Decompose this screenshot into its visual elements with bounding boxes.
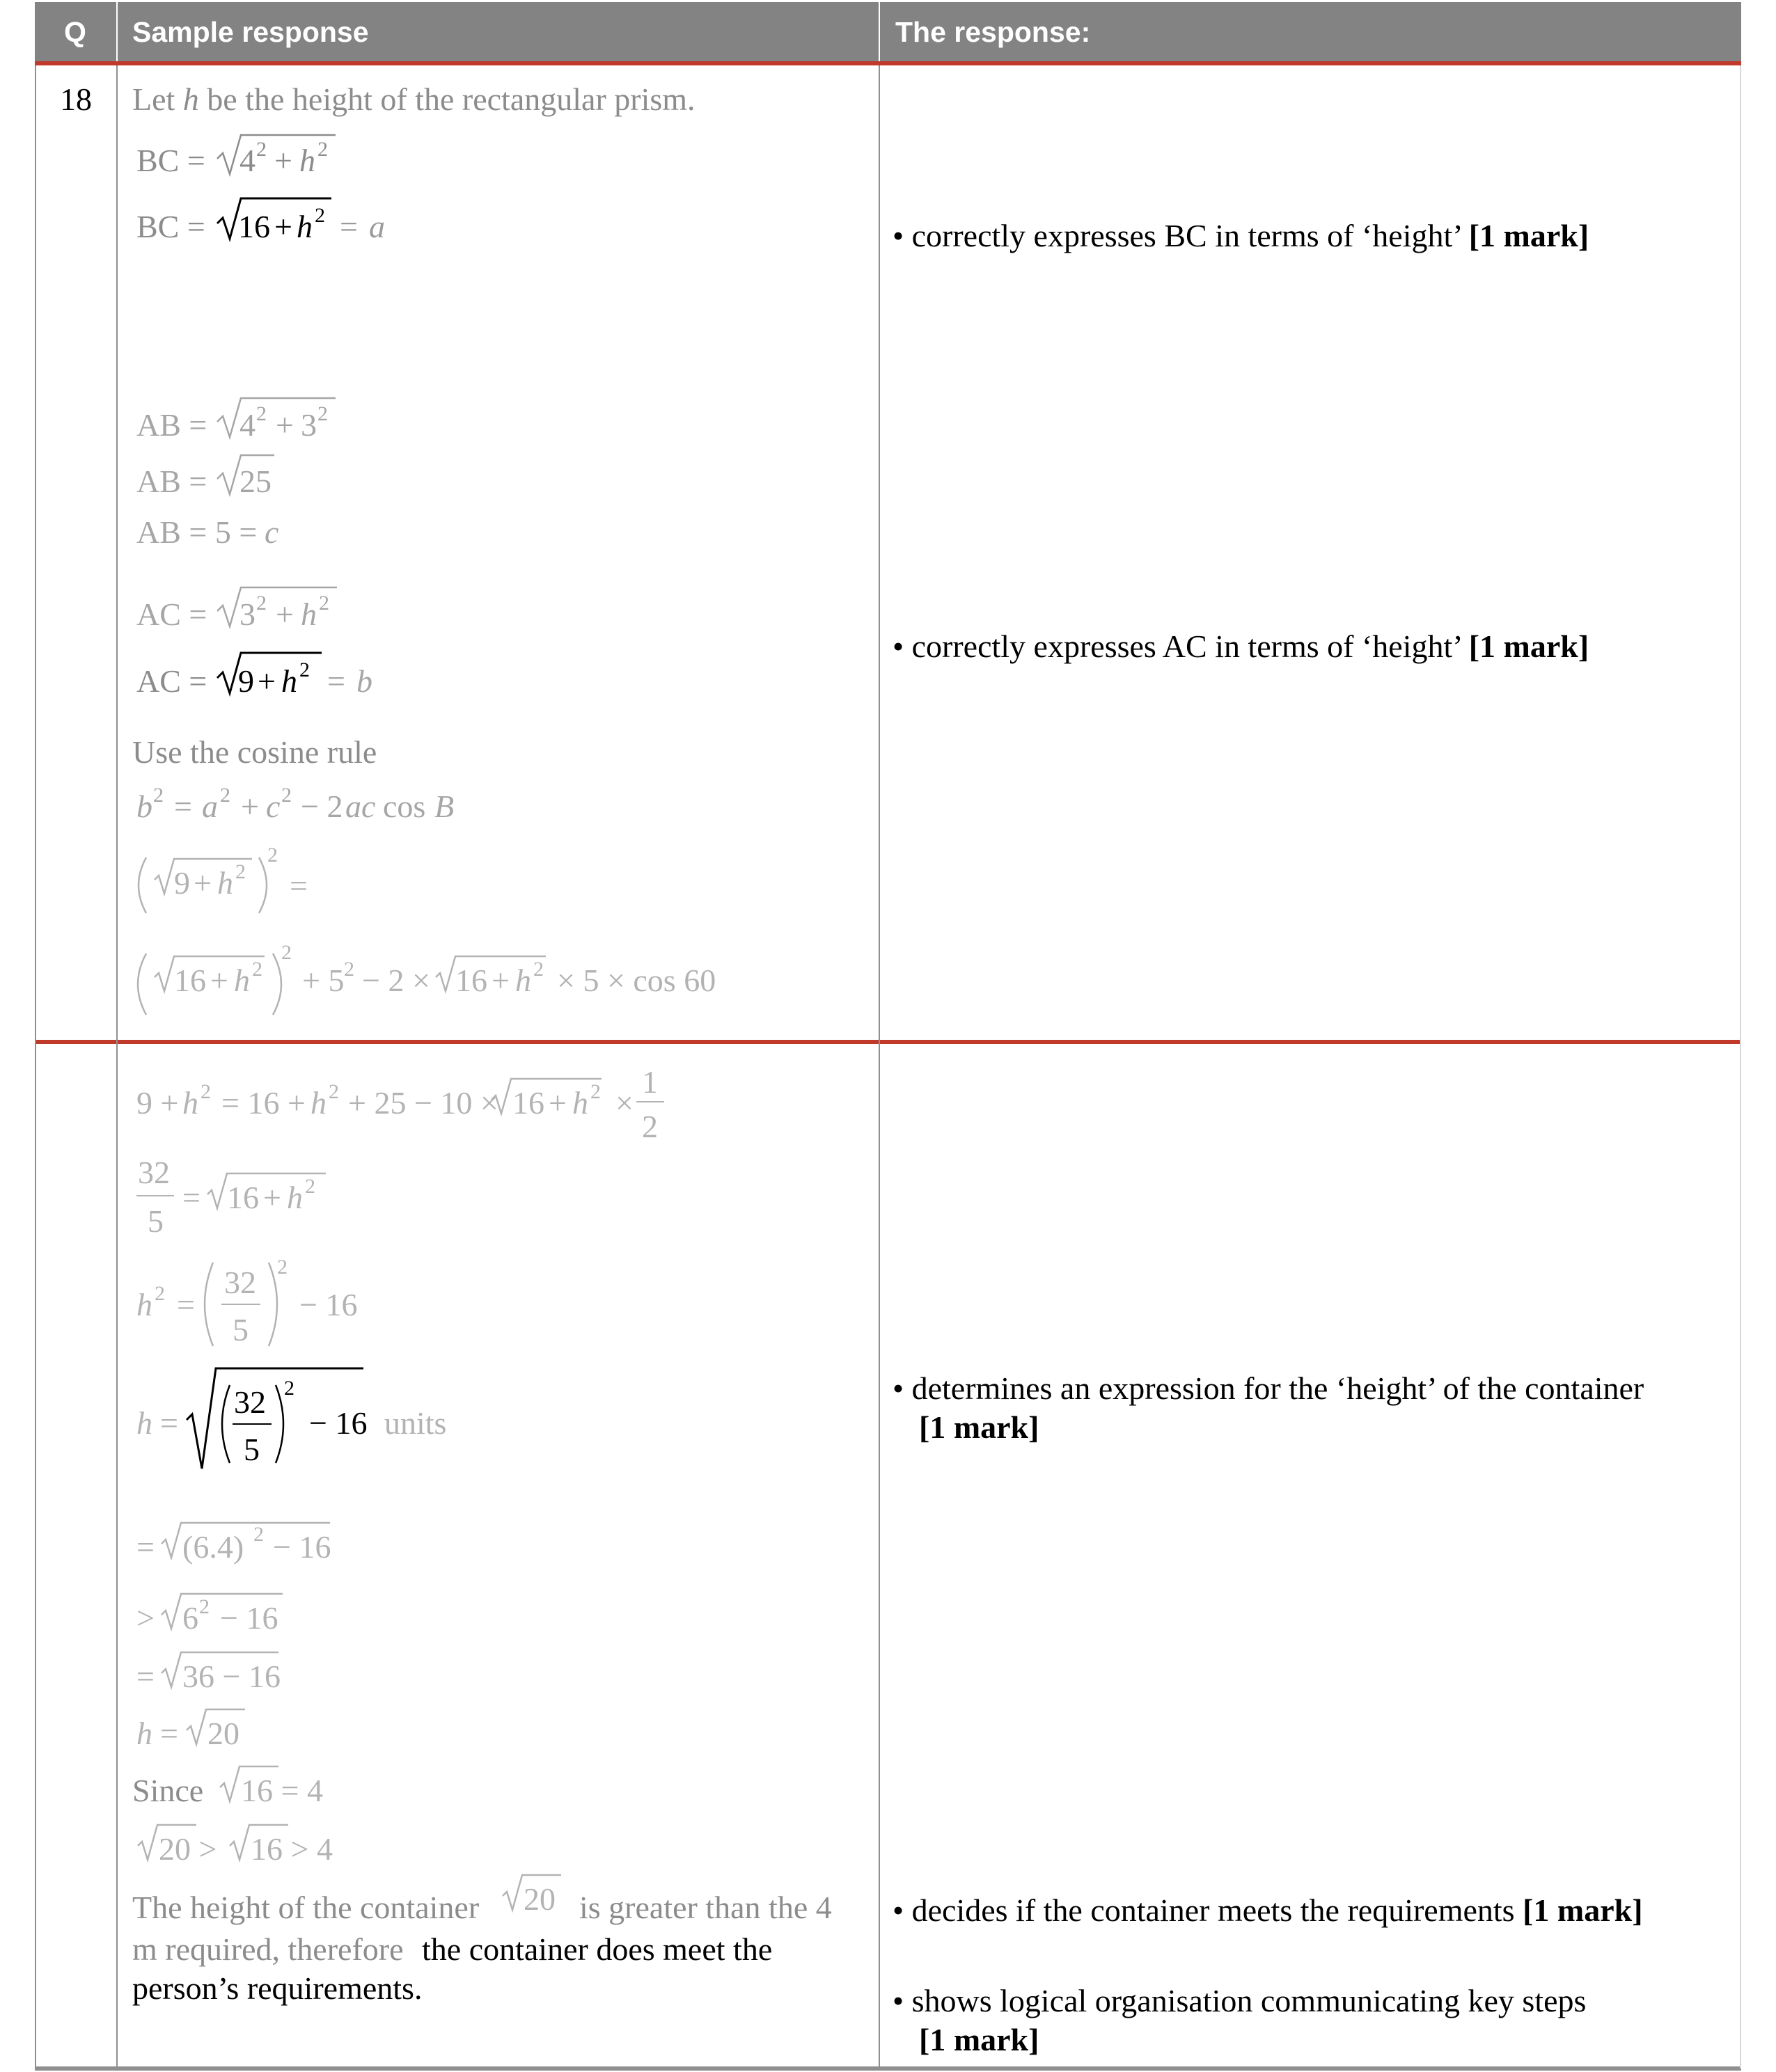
svg-text:32: 32 [234,1384,266,1420]
svg-text:2: 2 [281,941,292,964]
svg-text:− 16: − 16 [273,1529,331,1565]
svg-text:2: 2 [267,844,278,867]
svg-text:>: > [136,1600,155,1636]
svg-text:16 = 4: 16 = 4 [241,1773,323,1808]
svg-text:+: + [276,596,294,632]
svg-text:− 16: − 16 [220,1600,278,1636]
svg-text:2: 2 [317,138,328,161]
criterion-ac: • correctly expresses AC in terms of ‘height’ [1 mark] [893,628,1589,664]
svg-text:2: 2 [256,402,267,425]
svg-text:a: a [202,789,218,824]
svg-text:2: 2 [256,592,267,615]
svg-text:ac: ac [345,789,376,824]
svg-text:20 >: 20 > [159,1831,217,1867]
svg-text:=: = [136,1529,155,1565]
svg-text:− 2: − 2 [301,789,343,824]
svg-text:AB = 5 =: AB = 5 = [136,514,258,550]
svg-text:cos: cos [383,789,426,824]
svg-text:32: 32 [224,1265,256,1300]
header-q: Q [64,16,86,48]
svg-text:5: 5 [244,1432,260,1467]
conclusion-line-1a: The height of the container [132,1890,480,1925]
svg-text:h: h [287,1180,303,1215]
svg-text:b: b [356,663,372,699]
working-intro: Let h be the height of the rectangular prism. [132,81,696,117]
svg-text:+ 5: + 5 [302,963,345,998]
criterion-decision: • decides if the container meets the requirements [1 mark] [893,1892,1643,1928]
svg-text:4: 4 [239,407,256,443]
svg-text:2: 2 [642,1109,658,1144]
svg-text:2: 2 [329,1080,339,1103]
svg-text:2: 2 [305,1175,315,1198]
header-the-response: The response: [895,16,1091,48]
svg-text:16: 16 [455,963,487,998]
svg-text:=: = [290,868,308,903]
svg-text:1: 1 [642,1064,658,1100]
svg-text:AC =: AC = [136,596,207,632]
svg-text:BC =: BC = [136,143,205,178]
svg-text:+: + [549,1085,567,1121]
svg-text:=: = [160,1405,178,1441]
svg-text:− 2 ×: − 2 × [362,963,430,998]
svg-text:2: 2 [590,1080,601,1103]
svg-text:2: 2 [220,784,230,807]
svg-text:h: h [136,1716,152,1751]
svg-text:16: 16 [174,963,206,998]
svg-text:(6.4): (6.4) [182,1529,244,1565]
criterion-organisation: • shows logical organisation communicating key steps [893,1983,1587,2018]
svg-text:2: 2 [155,1282,165,1305]
svg-text:2: 2 [533,958,544,981]
svg-text:× 5 × cos 60: × 5 × cos 60 [557,963,716,998]
svg-text:=: = [182,1180,201,1215]
svg-text:+: + [263,1180,281,1215]
svg-text:16: 16 [512,1085,544,1121]
svg-text:25: 25 [239,464,272,499]
svg-text:2: 2 [256,138,267,161]
svg-text:16: 16 [238,209,270,244]
svg-text:2: 2 [153,784,164,807]
svg-text:h: h [297,209,313,244]
svg-text:B: B [434,789,455,824]
svg-text:+: + [210,963,228,998]
svg-text:2: 2 [284,1377,294,1400]
svg-text:×: × [615,1085,634,1121]
svg-text:+ 25 − 10 ×: + 25 − 10 × [348,1085,498,1121]
svg-text:c: c [265,514,279,550]
svg-text:+: + [241,789,259,824]
svg-text:20: 20 [524,1881,556,1917]
svg-text:+: + [274,209,292,244]
svg-text:5: 5 [148,1203,164,1239]
svg-text:h: h [136,1287,152,1322]
svg-text:+: + [276,407,294,443]
svg-text:=: = [327,663,345,699]
conclusion-line-2a: m required, therefore [132,1931,404,1967]
svg-text:6: 6 [182,1600,198,1636]
svg-text:2: 2 [319,592,329,615]
conclusion-line-3: person’s requirements. [132,1970,423,2006]
svg-text:Since: Since [132,1773,204,1808]
svg-text:2: 2 [253,1523,264,1546]
svg-text:2: 2 [317,402,328,425]
svg-text:− 16: − 16 [299,1287,358,1322]
svg-text:16 > 4: 16 > 4 [251,1831,333,1867]
svg-text:h: h [136,1405,152,1441]
criterion-height-expression-mark: [1 mark] [919,1409,1039,1445]
svg-text:2: 2 [252,958,262,981]
svg-text:=: = [174,789,192,824]
svg-text:units: units [384,1405,447,1441]
criterion-height-expression: • determines an expression for the ‘height’ of the container [893,1370,1644,1406]
svg-text:=: = [160,1716,178,1751]
svg-text:9: 9 [174,865,190,901]
svg-text:4: 4 [239,143,256,178]
svg-text:=: = [177,1287,195,1322]
svg-text:2: 2 [201,1080,211,1103]
svg-text:h: h [299,143,315,178]
svg-text:b: b [136,789,152,824]
svg-text:Use the cosine rule: Use the cosine rule [132,734,377,770]
svg-text:=: = [340,209,358,244]
svg-text:2: 2 [281,784,292,807]
svg-text:h: h [572,1085,588,1121]
svg-text:c: c [266,789,281,824]
svg-text:2: 2 [235,860,246,883]
svg-text:20: 20 [207,1716,239,1751]
criterion-organisation-mark: [1 mark] [919,2022,1039,2057]
svg-text:h: h [281,663,297,699]
svg-text:h: h [311,1085,327,1121]
svg-text:= 16 +: = 16 + [221,1085,306,1121]
svg-text:2: 2 [315,204,325,227]
svg-text:3: 3 [239,596,256,632]
svg-text:BC =: BC = [136,209,205,244]
svg-text:AC =: AC = [136,663,207,699]
svg-text:− 16: − 16 [309,1405,368,1441]
svg-text:+: + [194,865,212,901]
svg-text:h: h [217,865,233,901]
svg-text:9: 9 [238,663,254,699]
svg-text:+: + [258,663,276,699]
svg-text:h: h [182,1085,198,1121]
conclusion-line-2b: the container does meet the [422,1931,773,1967]
svg-text:9 +: 9 + [136,1085,179,1121]
svg-text:36 − 16: 36 − 16 [182,1659,281,1694]
svg-text:a: a [369,209,385,244]
svg-text:2: 2 [199,1595,210,1618]
header-sample-response: Sample response [132,16,369,48]
svg-text:h: h [301,596,317,632]
svg-text:2: 2 [344,958,354,981]
svg-text:+: + [492,963,510,998]
svg-text:h: h [234,963,250,998]
svg-text:3: 3 [301,407,317,443]
svg-text:16: 16 [227,1180,259,1215]
svg-text:2: 2 [299,658,310,681]
svg-text:+: + [274,143,292,178]
svg-text:h: h [515,963,531,998]
svg-text:AB =: AB = [136,407,207,443]
question-number: 18 [60,81,92,117]
svg-text:AB =: AB = [136,464,207,499]
svg-text:2: 2 [277,1256,288,1279]
svg-text:=: = [136,1659,155,1694]
svg-text:32: 32 [138,1155,170,1190]
criterion-bc: • correctly expresses BC in terms of ‘height’ [1 mark] [893,218,1589,253]
conclusion-line-1b: is greater than the 4 [579,1890,832,1925]
svg-text:5: 5 [233,1312,249,1347]
